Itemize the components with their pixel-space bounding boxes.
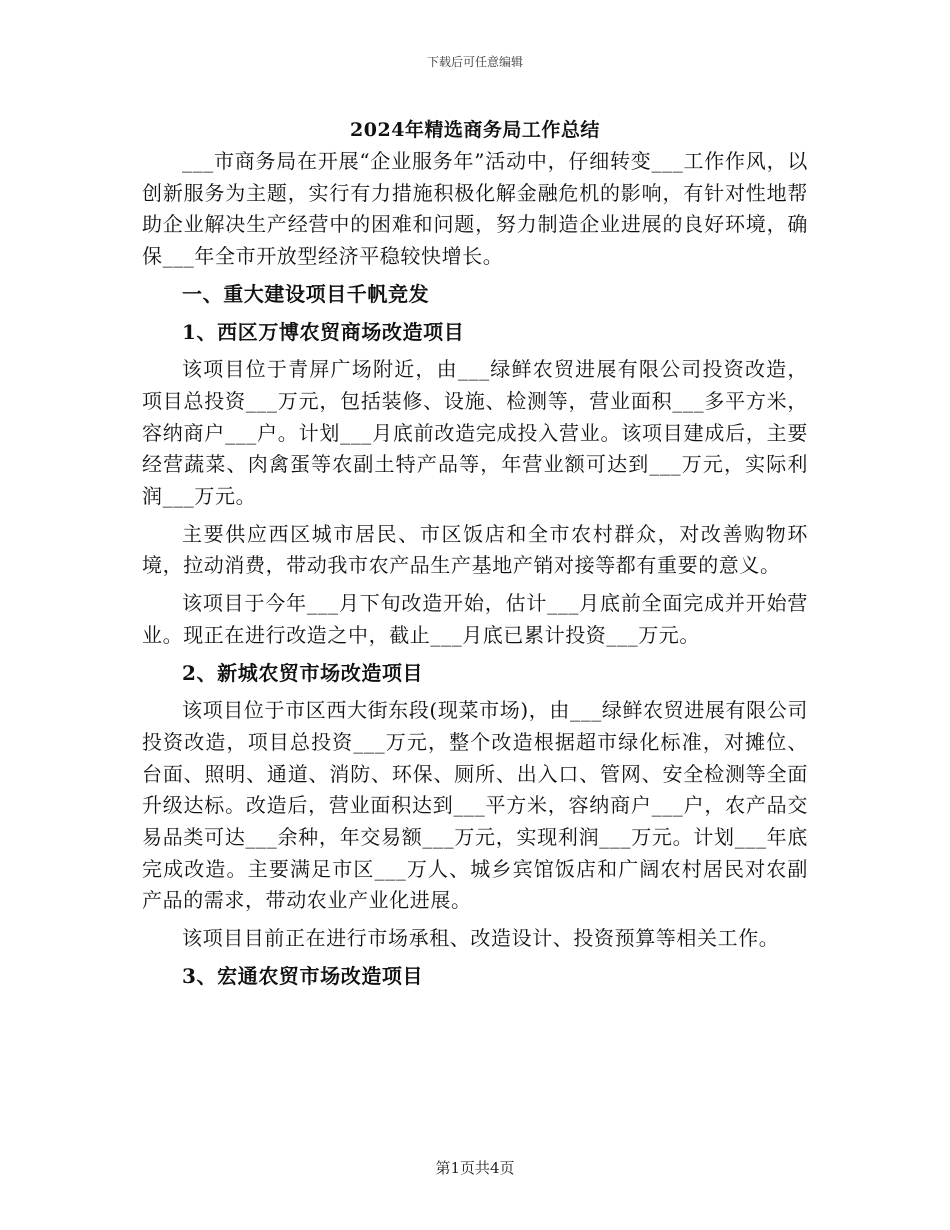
paragraph: 该项目位于青屏广场附近，由___绿鲜农贸进展有限公司投资改造，项目总投资___万元，包括装修、设施、检测等，营业面积___多平方米，容纳商户___户。计划___月底前改造完成投入营业。该项目建成后，主要经营蔬菜、肉禽蛋等农副土特产品等，年营业额可达到___万元，实际利润___万元。 [142,357,808,509]
section-heading-1: 一、重大建设项目千帆竞发 [182,281,430,306]
paragraph: 该项目于今年___月下旬改造开始，估计___月底前全面完成并开始营业。现正在进行改造之中，截止___月底已累计投资___万元。 [142,591,808,647]
subsection-heading-1: 1、西区万博农贸商场改造项目 [182,319,465,344]
page-number: 第1页共4页 [435,1159,515,1177]
header-note: 下载后可任意编辑 [426,55,523,69]
paragraph: 主要供应西区城市居民、市区饭店和全市农村群众，对改善购物环境，拉动消费，带动我市农产品生产基地产销对接等都有重要的意义。 [142,521,808,578]
document-body [142,146,808,999]
paragraph: 该项目目前正在进行市场承租、改造设计、投资预算等相关工作。 [182,926,780,951]
document-title: 2024年精选商务局工作总结 [350,119,600,141]
subsection-heading-2: 2、新城农贸市场改造项目 [182,660,424,685]
subsection-heading-3: 3、宏通农贸市场改造项目 [182,963,424,988]
paragraph: 该项目位于市区西大街东段(现菜市场)，由___绿鲜农贸进展有限公司投资改造，项目总投资___万元，整个改造根据超市绿化标准，对摊位、台面、照明、通道、消防、环保、厕所、出入口、管网、安全检测等全面升级达标。改造后，营业面积达到___平方米，容纳商户___户，农产品交易品类可达___余种，年交易额___万元，实现利润___万元。计划___年底完成改造。主要满足市区___万人、城乡宾馆饭店和广阔农村居民对农副产品的需求，带动农业产业化进展。 [142,698,808,913]
paragraph-intro: ___市商务局在开展“企业服务年”活动中，仔细转变___工作作风，以创新服务为主题，实行有力措施积极化解金融危机的影响，有针对性地帮助企业解决生产经营中的困难和问题，努力制造企业进展的良好环境，确保___年全市开放型经济平稳较快增长。 [142,149,808,269]
